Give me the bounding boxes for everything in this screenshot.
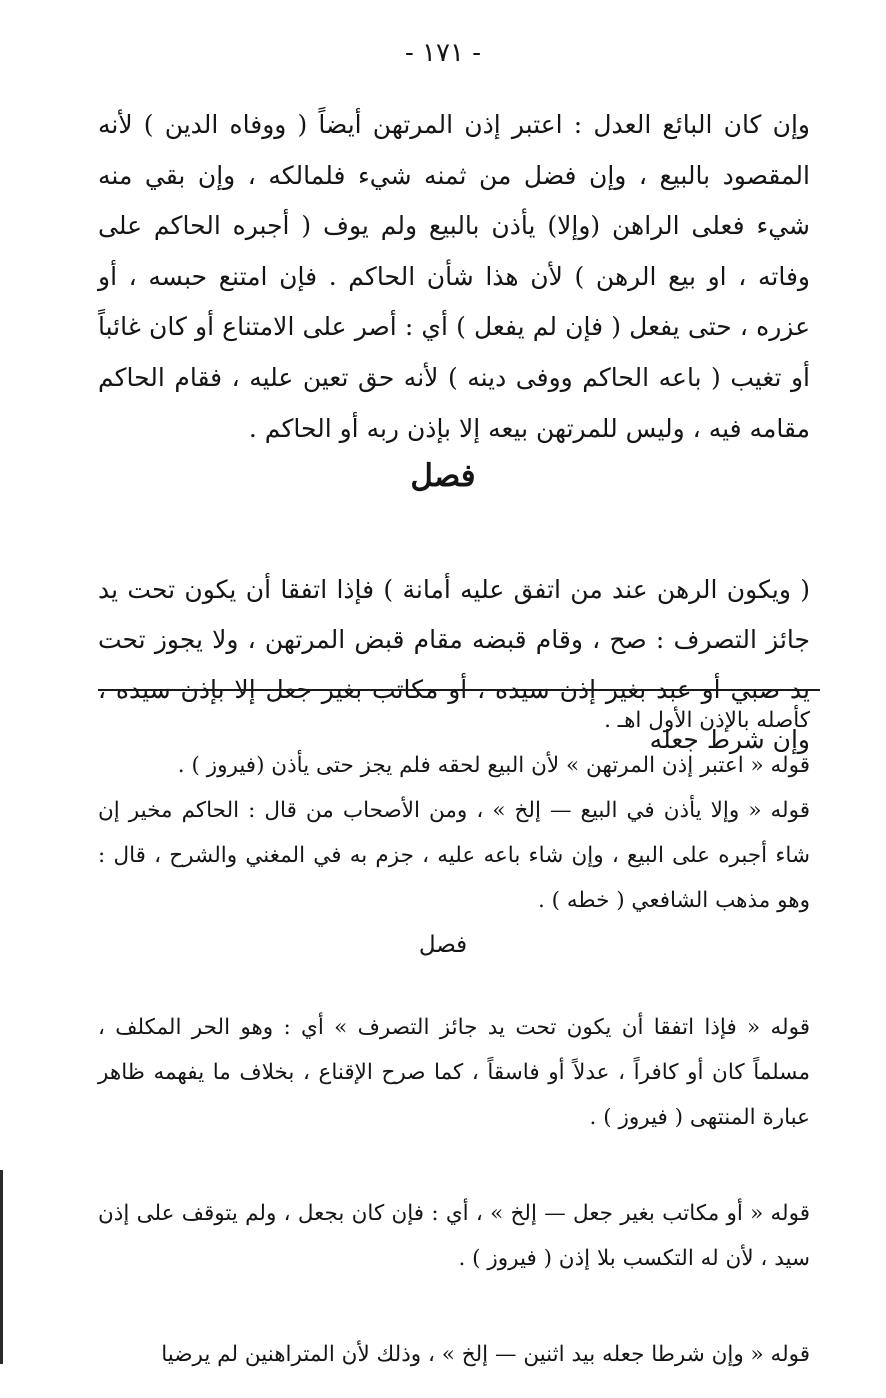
note-spacer (98, 1302, 810, 1310)
main-text-block (98, 100, 810, 454)
note-item: قوله « اعتبر إذن المرتهن » لأن البيع لحقه فلم يجز حتى يأذن (فيروز ) . (177, 753, 810, 778)
note-item: قوله « فإذا اتفقا أن يكون تحت يد جائز التصرف » أي : وهو الحر المكلف ، مسلماً كان أو كافراً ، عدلاً أو فاسقاً ، كما صرح الإقناع ، بخلاف ما يفهمه ظاهر عبارة المنتهى ( فيروز ) . (98, 1014, 810, 1130)
footnote-divider (98, 689, 820, 691)
commentary-notes (98, 698, 810, 923)
commentary-notes-section (98, 983, 810, 1398)
section-heading: فصل (410, 458, 476, 494)
note-continuation: كأصله بالإذن الأول اهـ . (604, 708, 810, 733)
notes-section-heading: فصل (418, 932, 468, 958)
note-item: قوله « أو مكاتب بغير جعل — إلخ » ، أي : فإن كان بجعل ، ولم يتوقف على إذن سيد ، لأن له التكسب بلا إذن ( فيروز ) . (98, 1200, 810, 1271)
note-item: قوله « وإلا يأذن في البيع — إلخ » ، ومن الأصحاب من قال : الحاكم مخير إن شاء أجبره على البيع ، وإن شاء باعه عليه ، جزم به في المغني والشرح ، قال : وهو مذهب الشافعي ( خطه ) . (98, 798, 810, 913)
note-item: قوله « وإن شرطا جعله بيد اثنين — إلخ » ، وذلك لأن المتراهنين لم يرضيا (161, 1341, 810, 1367)
note-spacer (98, 1161, 810, 1169)
page-number: - ١٧١ - (404, 38, 482, 68)
section-paragraph: ( ويكون الرهن عند من اتفق عليه أمانة ) فإذا اتفقا أن يكون تحت يد جائز التصرف : صح ، وقام قبضه مقام قبض المرتهن ، ولا يجوز تحت يد صبي أو عبد بغير إذن سيده ، أو مكاتب بغير جعل إلا بإذن سيده ، وإن شرط جعله (98, 575, 810, 754)
page-edge-shadow (0, 1170, 3, 1364)
main-paragraph: وإن كان البائع العدل : اعتبر إذن المرتهن أيضاً ( ووفاه الدين ) لأنه المقصود بالبيع ، وإن فضل من ثمنه شيء فلمالكه ، وإن بقي منه شيء فعلى الراهن (وإلا) يأذن بالبيع ولم يوف ( أجبره الحاكم على وفاته ، او بيع الرهن ) لأن هذا شأن الحاكم . فإن امتنع حبسه ، أو عزره ، حتى يفعل ( فإن لم يفعل ) أي : أصر على الامتناع أو كان غائباً أو تغيب ( باعه الحاكم ووفى دينه ) لأنه حق تعين عليه ، فقام الحاكم مقامه فيه ، وليس للمرتهن بيعه إلا بإذن ربه أو الحاكم . (98, 110, 810, 443)
